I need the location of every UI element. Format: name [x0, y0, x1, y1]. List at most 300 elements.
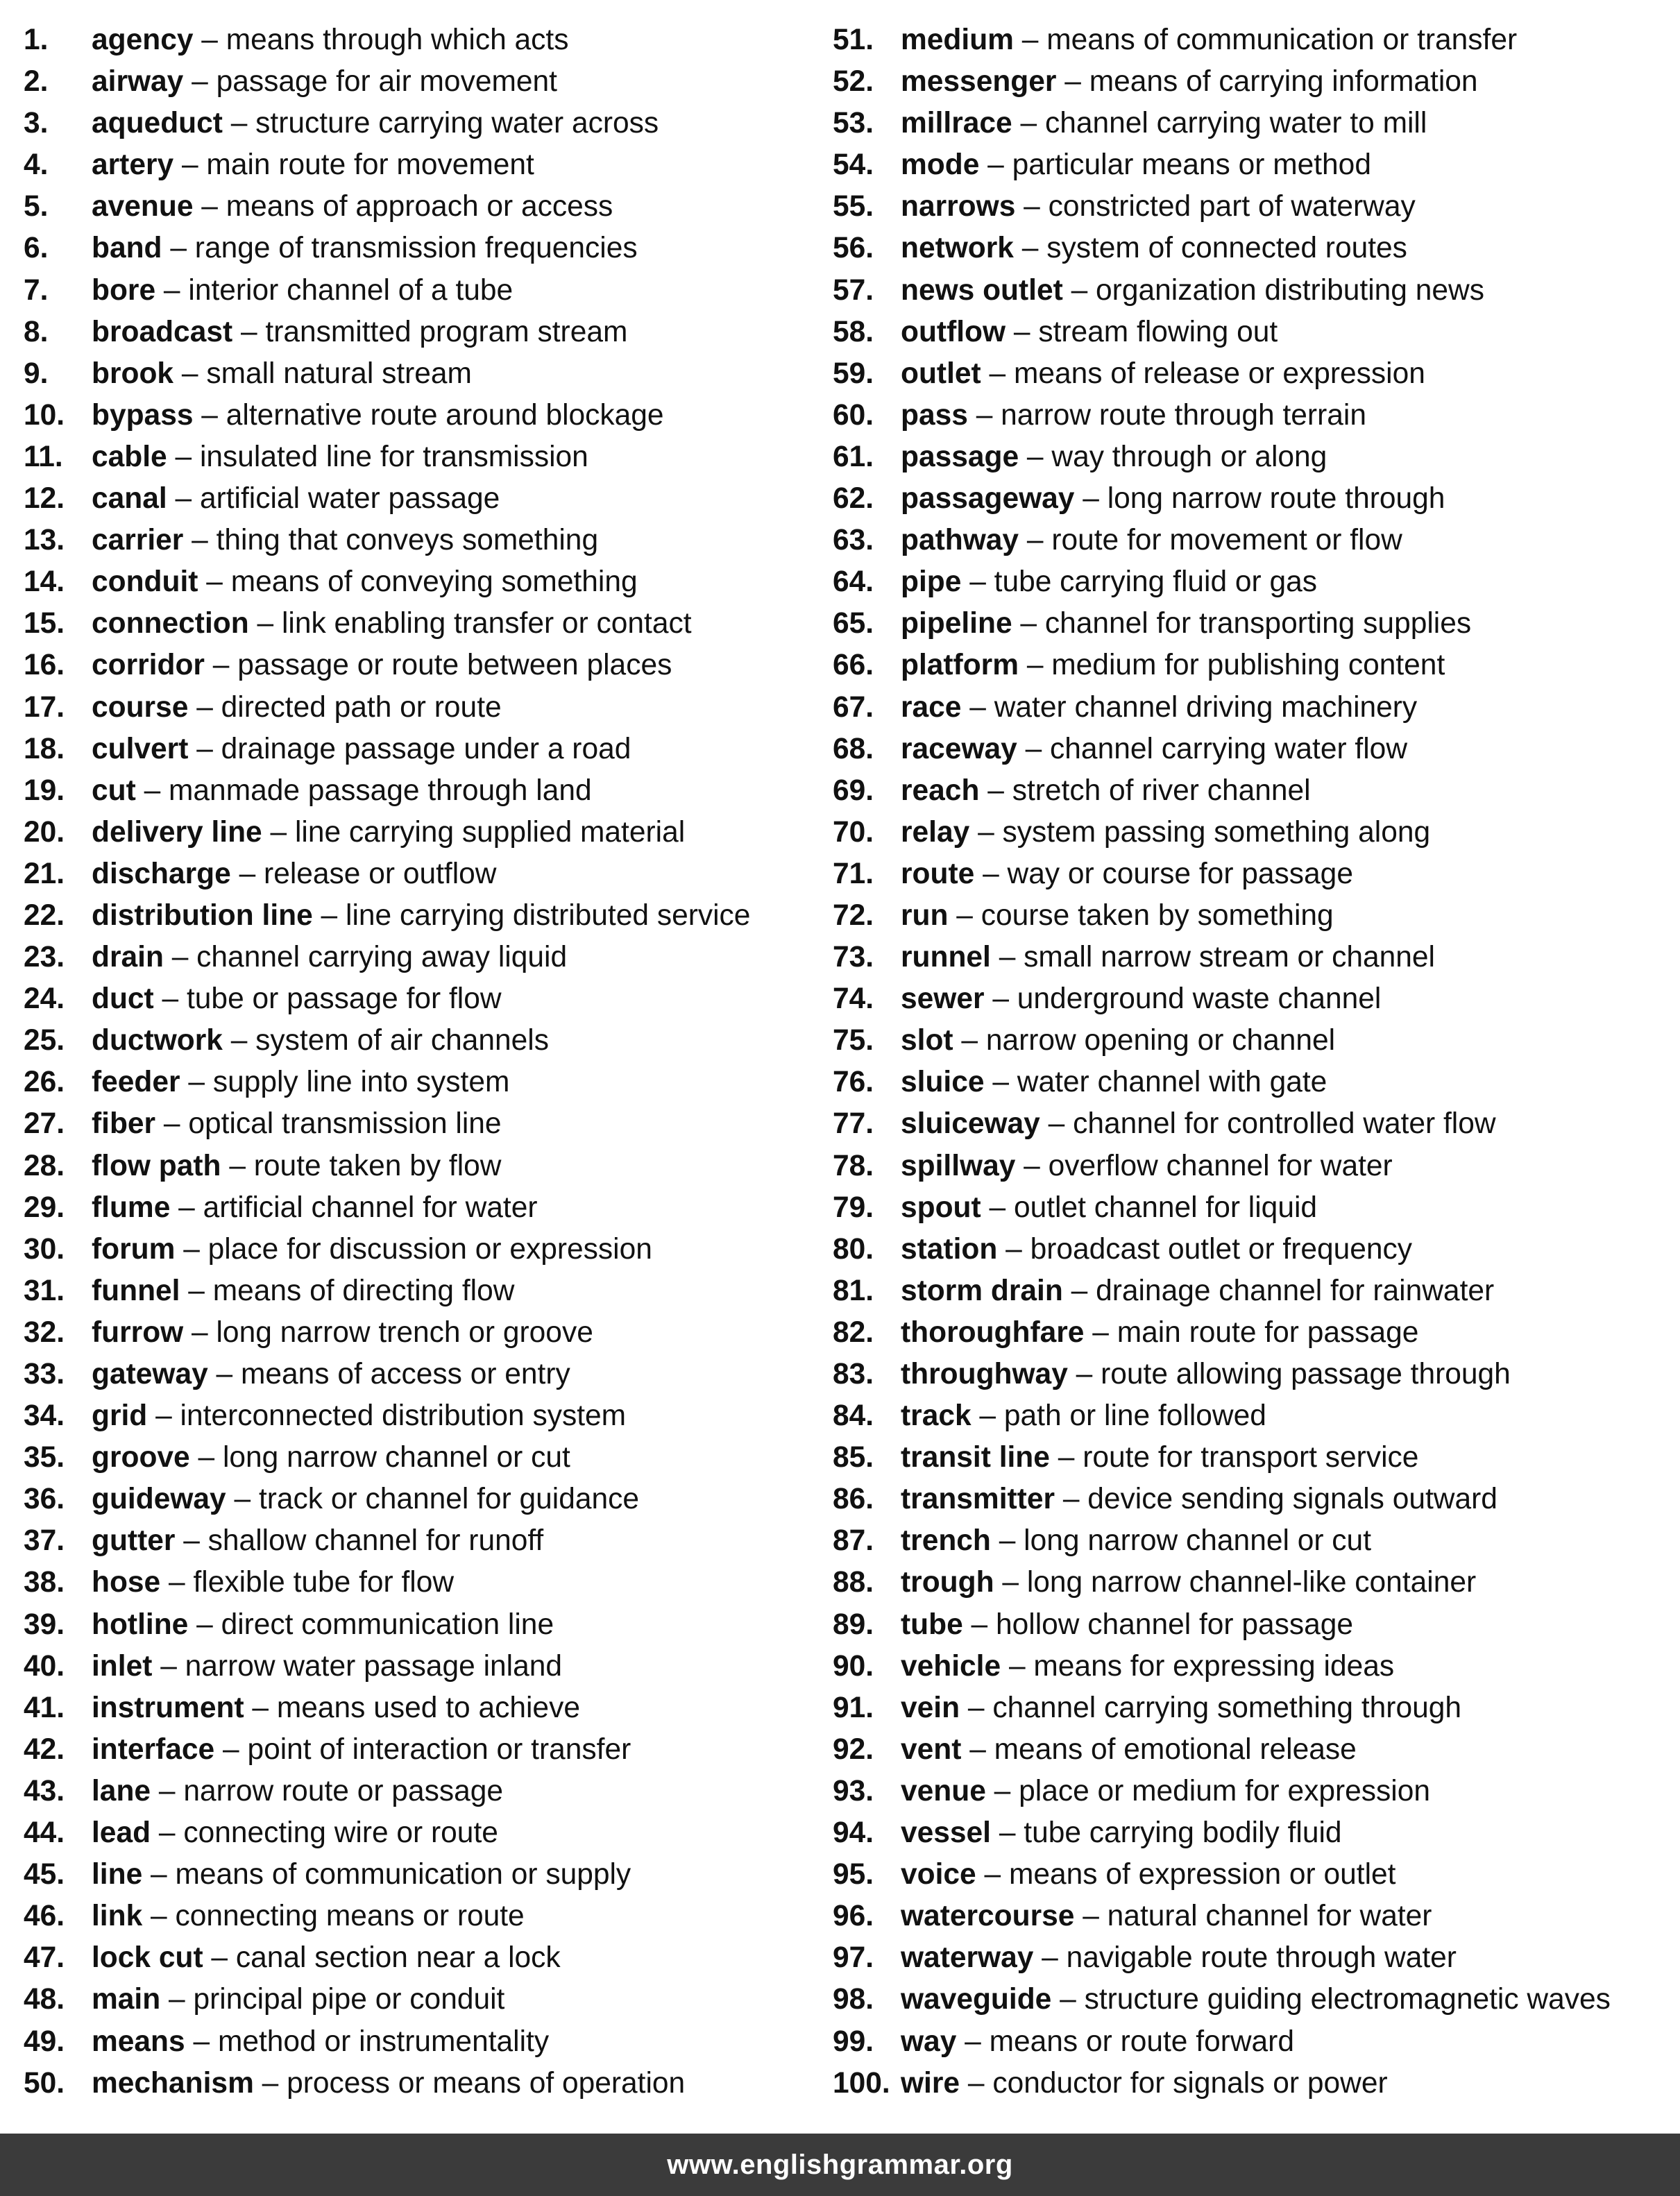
item-number: 26.: [24, 1066, 65, 1099]
item-word: sewer: [901, 982, 985, 1016]
item-number: 86.: [833, 1483, 874, 1516]
item-number: 96.: [833, 1900, 874, 1933]
list-item: [24, 1562, 822, 1603]
item-word: link: [92, 1900, 143, 1933]
list-item: [24, 353, 822, 395]
item-separator: –: [183, 1524, 200, 1558]
item-separator: –: [239, 857, 256, 890]
item-definition: small natural stream: [206, 357, 472, 390]
item-number: 60.: [833, 398, 874, 432]
item-definition: narrow route or passage: [183, 1774, 503, 1807]
item-number: 15.: [24, 607, 65, 640]
item-definition: track or channel for guidance: [258, 1483, 640, 1516]
list-item: [24, 103, 822, 144]
list-item: [833, 1437, 1676, 1479]
item-number: 4.: [24, 148, 49, 182]
list-item: [833, 812, 1676, 853]
item-separator: –: [212, 649, 230, 682]
item-separator: –: [1083, 1900, 1099, 1933]
item-separator: –: [961, 1024, 978, 1057]
item-word: cut: [92, 774, 136, 807]
list-item: [24, 1979, 822, 2020]
list-item: [833, 1395, 1676, 1437]
item-separator: –: [196, 732, 213, 765]
item-word: track: [901, 1399, 971, 1433]
item-definition: natural channel for water: [1107, 1900, 1432, 1933]
item-definition: direct communication line: [221, 1608, 554, 1641]
item-word: connection: [92, 607, 249, 640]
list-item: [833, 1771, 1676, 1812]
list-item: [24, 1187, 822, 1229]
item-number: 21.: [24, 857, 65, 890]
item-separator: –: [1020, 607, 1037, 640]
item-definition: overflow channel for water: [1048, 1149, 1393, 1182]
item-number: 45.: [24, 1858, 65, 1891]
item-definition: method or instrumentality: [217, 2025, 550, 2058]
item-word: duct: [92, 982, 154, 1016]
list-item: [24, 1729, 822, 1771]
item-separator: –: [175, 440, 192, 473]
item-number: 82.: [833, 1316, 874, 1349]
item-definition: insulated line for transmission: [199, 440, 588, 473]
item-definition: means of communication or transfer: [1046, 24, 1518, 56]
item-separator: –: [1024, 1149, 1040, 1182]
list-item: [833, 895, 1676, 937]
item-word: delivery line: [92, 815, 262, 849]
item-word: vein: [901, 1691, 960, 1724]
item-separator: –: [192, 524, 208, 557]
item-word: transit line: [901, 1441, 1050, 1474]
item-definition: stretch of river channel: [1012, 774, 1311, 807]
item-word: venue: [901, 1774, 986, 1807]
item-word: hose: [92, 1566, 161, 1599]
item-separator: –: [1020, 107, 1037, 140]
item-separator: –: [1092, 1316, 1109, 1349]
item-word: brook: [92, 357, 174, 390]
list-item: [833, 1979, 1676, 2020]
item-definition: tube or passage for flow: [186, 982, 502, 1016]
item-definition: device sending signals outward: [1087, 1483, 1497, 1516]
item-number: 24.: [24, 982, 65, 1016]
item-number: 47.: [24, 1941, 65, 1975]
item-definition: passage or route between places: [237, 649, 672, 682]
item-definition: means through which acts: [226, 24, 569, 56]
item-definition: channel carrying away liquid: [196, 941, 568, 974]
item-word: bypass: [92, 398, 194, 432]
item-definition: system of air channels: [255, 1024, 549, 1057]
item-separator: –: [965, 2025, 981, 2058]
item-number: 63.: [833, 524, 874, 557]
list-item: [24, 1020, 822, 1062]
item-number: 54.: [833, 148, 874, 182]
item-definition: organization distributing news: [1096, 273, 1484, 307]
item-separator: –: [170, 232, 187, 265]
item-definition: thing that conveys something: [216, 524, 599, 557]
item-definition: route taken by flow: [253, 1149, 502, 1182]
item-separator: –: [216, 1358, 233, 1390]
list-item: [24, 1479, 822, 1520]
item-separator: –: [967, 1691, 985, 1724]
item-definition: route for transport service: [1083, 1441, 1419, 1474]
item-number: 92.: [833, 1733, 874, 1766]
list-item: [833, 520, 1676, 561]
list-item: [833, 2021, 1676, 2063]
list-item: [24, 1896, 822, 1937]
item-word: trench: [901, 1524, 991, 1558]
item-definition: long narrow channel or cut: [1024, 1524, 1372, 1558]
item-separator: –: [270, 815, 287, 849]
item-separator: –: [1021, 24, 1039, 56]
item-number: 20.: [24, 815, 65, 849]
item-word: airway: [92, 65, 184, 99]
item-definition: course taken by something: [981, 899, 1334, 932]
item-word: lock cut: [92, 1941, 203, 1975]
list-item: [833, 1604, 1676, 1646]
item-word: vehicle: [901, 1649, 1001, 1683]
list-item: [24, 478, 822, 520]
list-item: [24, 1937, 822, 1979]
item-separator: –: [992, 1066, 1009, 1099]
item-separator: –: [201, 190, 218, 223]
item-number: 11.: [24, 440, 63, 473]
item-definition: broadcast outlet or frequency: [1030, 1232, 1413, 1266]
item-number: 52.: [833, 65, 874, 99]
list-item: [833, 561, 1676, 603]
item-word: waterway: [901, 1941, 1034, 1975]
item-number: 75.: [833, 1024, 874, 1057]
item-word: tube: [901, 1608, 963, 1641]
item-number: 39.: [24, 1608, 65, 1641]
item-separator: –: [230, 1024, 248, 1057]
item-definition: shallow channel for runoff: [207, 1524, 544, 1558]
item-word: inlet: [92, 1649, 153, 1683]
list-item: [833, 103, 1676, 144]
item-number: 91.: [833, 1691, 874, 1724]
item-word: cable: [92, 440, 167, 473]
item-definition: path or line followed: [1003, 1399, 1266, 1433]
item-definition: hollow channel for passage: [995, 1608, 1354, 1641]
list-item: [24, 1312, 822, 1354]
item-separator: –: [984, 1858, 1001, 1891]
item-definition: means used to achieve: [276, 1691, 580, 1724]
item-number: 100.: [833, 2066, 890, 2100]
item-word: vessel: [901, 1816, 991, 1850]
item-separator: –: [971, 1608, 988, 1641]
item-definition: route allowing passage through: [1101, 1358, 1511, 1390]
item-separator: –: [169, 1566, 185, 1599]
item-number: 33.: [24, 1358, 65, 1390]
item-definition: place or medium for expression: [1019, 1774, 1431, 1807]
list-item: [24, 1520, 822, 1562]
item-separator: –: [967, 2066, 985, 2100]
item-word: reach: [901, 774, 980, 807]
item-number: 41.: [24, 1691, 65, 1724]
item-number: 83.: [833, 1358, 874, 1390]
list-item: [24, 1604, 822, 1646]
item-number: 35.: [24, 1441, 65, 1474]
item-definition: tube carrying bodily fluid: [1024, 1816, 1342, 1850]
item-number: 79.: [833, 1191, 874, 1224]
item-definition: manmade passage through land: [169, 774, 592, 807]
item-word: aqueduct: [92, 107, 223, 140]
item-separator: –: [198, 1441, 215, 1474]
item-number: 48.: [24, 1983, 65, 2016]
list-item: [833, 2063, 1676, 2104]
item-word: network: [901, 232, 1014, 265]
item-separator: –: [155, 1399, 172, 1433]
item-number: 10.: [24, 398, 65, 432]
item-definition: means for expressing ideas: [1033, 1649, 1395, 1683]
item-separator: –: [1013, 315, 1030, 348]
list-item: [833, 1479, 1676, 1520]
item-separator: –: [1060, 1983, 1076, 2016]
item-definition: means of approach or access: [226, 190, 613, 223]
item-definition: tube carrying fluid or gas: [994, 565, 1318, 599]
list-item: [24, 436, 822, 478]
item-separator: –: [162, 982, 179, 1016]
item-definition: artificial channel for water: [203, 1191, 538, 1224]
list-item: [833, 186, 1676, 228]
list-item: [24, 895, 822, 937]
list-item: [833, 395, 1676, 436]
list-item: [24, 1771, 822, 1812]
item-separator: –: [171, 941, 189, 974]
item-number: 87.: [833, 1524, 874, 1558]
footer-bar: [0, 2134, 1680, 2196]
item-word: pipeline: [901, 607, 1012, 640]
list-item: [833, 1354, 1676, 1395]
item-word: forum: [92, 1232, 176, 1266]
word-list-right-column: [833, 19, 1676, 2104]
list-item: [24, 2063, 822, 2104]
list-item: [24, 228, 822, 269]
item-word: culvert: [92, 732, 189, 765]
item-separator: –: [144, 774, 161, 807]
item-number: 73.: [833, 941, 874, 974]
item-definition: link enabling transfer or contact: [281, 607, 692, 640]
item-separator: –: [230, 107, 248, 140]
item-word: transmitter: [901, 1483, 1055, 1516]
item-number: 6.: [24, 232, 49, 265]
item-separator: –: [1048, 1107, 1065, 1141]
item-definition: means of release or expression: [1013, 357, 1425, 390]
list-item: [24, 645, 822, 686]
item-definition: transmitted program stream: [265, 315, 628, 348]
item-separator: –: [158, 1816, 176, 1850]
item-definition: process or means of operation: [287, 2066, 686, 2100]
item-separator: –: [1008, 1649, 1026, 1683]
item-word: news outlet: [901, 273, 1063, 307]
item-separator: –: [976, 398, 993, 432]
list-item: [833, 353, 1676, 395]
item-definition: drainage passage under a road: [221, 732, 631, 765]
list-item: [24, 1646, 822, 1687]
list-item: [24, 687, 822, 729]
list-item: [833, 1896, 1676, 1937]
item-word: route: [901, 857, 975, 890]
list-item: [833, 1729, 1676, 1771]
list-item: [24, 1103, 822, 1145]
item-definition: way through or along: [1051, 440, 1327, 473]
list-item: [833, 19, 1676, 61]
item-word: watercourse: [901, 1900, 1075, 1933]
item-definition: structure carrying water across: [255, 107, 659, 140]
list-item: [833, 312, 1676, 353]
list-item: [24, 1062, 822, 1103]
item-number: 68.: [833, 732, 874, 765]
item-number: 32.: [24, 1316, 65, 1349]
item-definition: interior channel of a tube: [188, 273, 514, 307]
item-separator: –: [1071, 273, 1088, 307]
list-item: [833, 1854, 1676, 1896]
list-item: [833, 1062, 1676, 1103]
item-separator: –: [1025, 732, 1042, 765]
item-number: 56.: [833, 232, 874, 265]
list-item: [833, 978, 1676, 1020]
item-number: 46.: [24, 1900, 65, 1933]
item-separator: –: [181, 357, 198, 390]
item-separator: –: [978, 815, 994, 849]
item-definition: line carrying supplied material: [294, 815, 686, 849]
item-word: carrier: [92, 524, 184, 557]
item-separator: –: [240, 315, 257, 348]
list-item: [833, 687, 1676, 729]
item-separator: –: [1058, 1441, 1075, 1474]
item-separator: –: [160, 1649, 177, 1683]
item-definition: drainage channel for rainwater: [1096, 1274, 1495, 1307]
item-separator: –: [234, 1483, 251, 1516]
list-item: [833, 1187, 1676, 1229]
list-item: [24, 1270, 822, 1312]
item-separator: –: [192, 65, 208, 99]
list-item: [24, 1687, 822, 1729]
item-word: band: [92, 232, 162, 265]
item-definition: narrow route through terrain: [1001, 398, 1366, 432]
item-definition: means or route forward: [989, 2025, 1294, 2058]
item-definition: release or outflow: [264, 857, 497, 890]
item-separator: –: [1026, 524, 1044, 557]
item-definition: connecting means or route: [175, 1900, 525, 1933]
item-number: 16.: [24, 649, 65, 682]
item-number: 67.: [833, 690, 874, 724]
item-word: relay: [901, 815, 970, 849]
item-definition: supply line into system: [212, 1066, 510, 1099]
item-separator: –: [969, 565, 986, 599]
item-word: pathway: [901, 524, 1019, 557]
item-word: lane: [92, 1774, 151, 1807]
item-definition: narrow opening or channel: [985, 1024, 1336, 1057]
item-definition: flexible tube for flow: [193, 1566, 455, 1599]
item-separator: –: [1026, 649, 1044, 682]
item-definition: conductor for signals or power: [992, 2066, 1388, 2100]
list-item: [833, 1646, 1676, 1687]
list-item: [833, 478, 1676, 520]
item-definition: optical transmission line: [188, 1107, 502, 1141]
list-item: [833, 144, 1676, 186]
list-item: [833, 61, 1676, 103]
list-item: [24, 978, 822, 1020]
item-number: 53.: [833, 107, 874, 140]
item-separator: –: [989, 1191, 1006, 1224]
item-word: trough: [901, 1566, 994, 1599]
item-separator: –: [201, 398, 218, 432]
item-separator: –: [969, 1733, 986, 1766]
item-number: 34.: [24, 1399, 65, 1433]
item-number: 40.: [24, 1649, 65, 1683]
item-word: instrument: [92, 1691, 244, 1724]
item-definition: route for movement or flow: [1051, 524, 1402, 557]
item-definition: medium for publishing content: [1051, 649, 1445, 682]
item-number: 76.: [833, 1066, 874, 1099]
item-definition: underground waste channel: [1017, 982, 1382, 1016]
item-word: pipe: [901, 565, 962, 599]
item-separator: –: [188, 1066, 205, 1099]
item-word: platform: [901, 649, 1019, 682]
item-word: gateway: [92, 1358, 208, 1390]
item-number: 22.: [24, 899, 65, 932]
item-separator: –: [979, 1399, 996, 1433]
item-number: 74.: [833, 982, 874, 1016]
item-number: 80.: [833, 1232, 874, 1266]
item-separator: –: [999, 1524, 1016, 1558]
item-definition: way or course for passage: [1007, 857, 1353, 890]
item-number: 51.: [833, 24, 874, 56]
item-number: 2.: [24, 65, 49, 99]
item-number: 97.: [833, 1941, 874, 1975]
item-number: 49.: [24, 2025, 65, 2058]
item-number: 66.: [833, 649, 874, 682]
item-word: raceway: [901, 732, 1017, 765]
item-number: 78.: [833, 1149, 874, 1182]
item-word: broadcast: [92, 315, 233, 348]
item-separator: –: [169, 1983, 185, 2016]
item-definition: water channel driving machinery: [994, 690, 1418, 724]
list-item: [833, 1812, 1676, 1854]
item-separator: –: [1002, 1566, 1019, 1599]
item-number: 69.: [833, 774, 874, 807]
item-number: 77.: [833, 1107, 874, 1141]
item-word: artery: [92, 148, 174, 182]
list-item: [833, 436, 1676, 478]
item-number: 28.: [24, 1149, 65, 1182]
item-separator: –: [201, 24, 218, 56]
item-number: 25.: [24, 1024, 65, 1057]
item-word: passageway: [901, 482, 1075, 516]
list-item: [833, 770, 1676, 812]
item-number: 84.: [833, 1399, 874, 1433]
item-separator: –: [181, 148, 198, 182]
item-word: lead: [92, 1816, 151, 1850]
item-number: 95.: [833, 1858, 874, 1891]
item-number: 36.: [24, 1483, 65, 1516]
list-item: [833, 1146, 1676, 1187]
item-definition: main route for movement: [206, 148, 534, 182]
item-word: sluiceway: [901, 1107, 1040, 1141]
list-item: [833, 603, 1676, 645]
item-word: discharge: [92, 857, 231, 890]
list-item: [24, 937, 822, 978]
list-item: [24, 812, 822, 853]
item-number: 1.: [24, 24, 49, 56]
word-list: [0, 19, 1680, 2101]
list-item: [24, 61, 822, 103]
item-word: flow path: [92, 1149, 221, 1182]
item-number: 58.: [833, 315, 874, 348]
item-definition: channel for controlled water flow: [1073, 1107, 1496, 1141]
footer-url[interactable]: www.englishgrammar.org: [667, 2149, 1013, 2180]
item-number: 89.: [833, 1608, 874, 1641]
item-separator: –: [158, 1774, 176, 1807]
